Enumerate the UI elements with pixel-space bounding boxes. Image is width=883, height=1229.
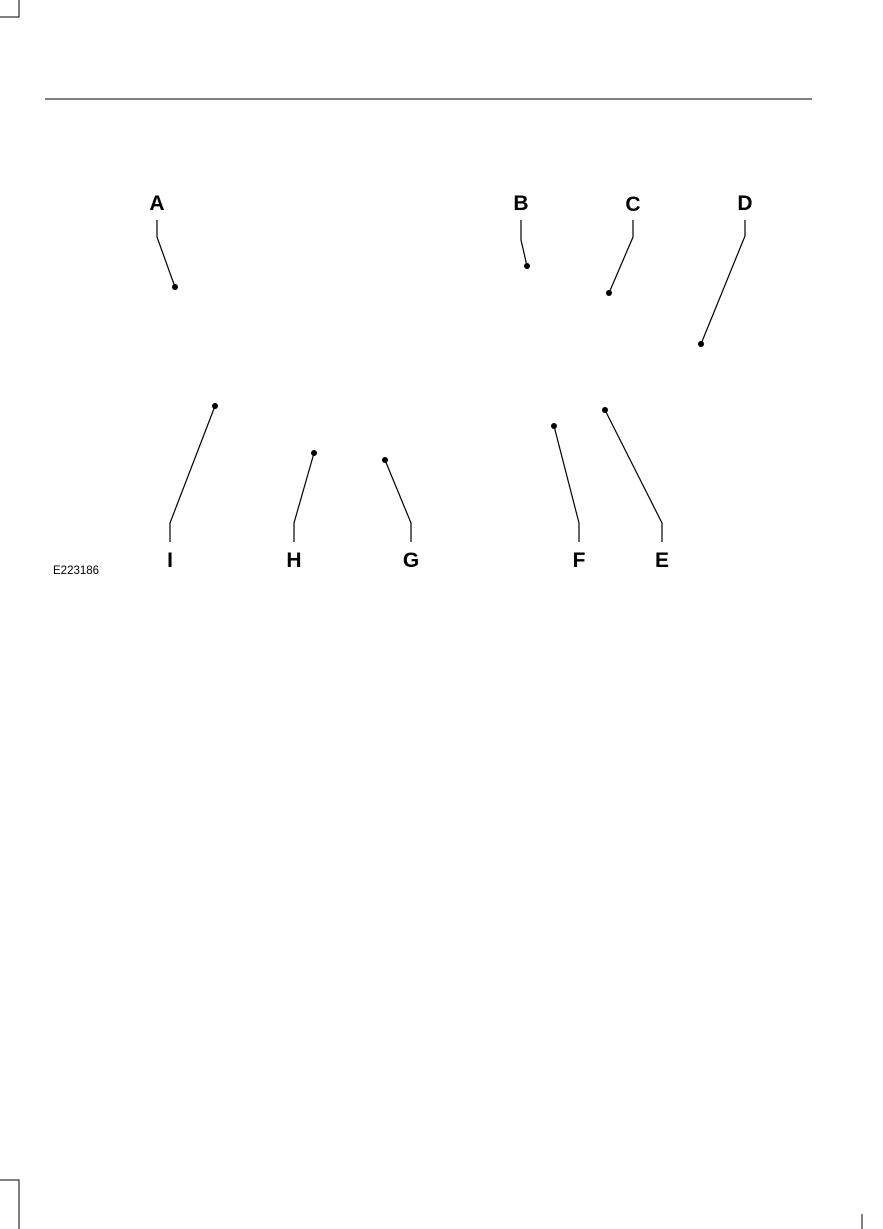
leader-i	[170, 403, 218, 542]
anchor-dot-c	[606, 290, 612, 296]
leader-lines	[157, 220, 745, 542]
callout-label-h: H	[286, 549, 302, 572]
anchor-dot-f	[551, 423, 557, 429]
anchor-dot-i	[212, 403, 218, 409]
leader-d	[698, 220, 745, 347]
anchor-dot-h	[311, 450, 317, 456]
callout-label-e: E	[654, 549, 670, 572]
callout-label-d: D	[737, 192, 753, 215]
anchor-dot-b	[524, 263, 530, 269]
crop-mark-bottom-left	[0, 1180, 19, 1229]
callout-label-g: G	[402, 549, 420, 572]
callout-label-f: F	[572, 549, 586, 572]
anchor-dot-d	[698, 341, 704, 347]
leader-h	[294, 450, 317, 542]
leader-b	[521, 220, 530, 269]
callout-label-a: A	[149, 192, 165, 215]
figure-id: E223186	[53, 565, 100, 577]
leader-f	[551, 423, 579, 542]
leader-g	[382, 457, 411, 542]
callout-label-i: I	[167, 549, 173, 572]
leader-c	[606, 220, 633, 296]
callout-labels	[149, 192, 752, 572]
callout-label-b: B	[513, 192, 529, 215]
anchor-dot-e	[602, 407, 608, 413]
anchor-dot-a	[172, 284, 178, 290]
anchor-dot-g	[382, 457, 388, 463]
callout-label-c: C	[625, 193, 641, 216]
crop-mark-top-left	[0, 0, 19, 17]
leader-e	[602, 407, 662, 542]
leader-a	[157, 220, 178, 290]
